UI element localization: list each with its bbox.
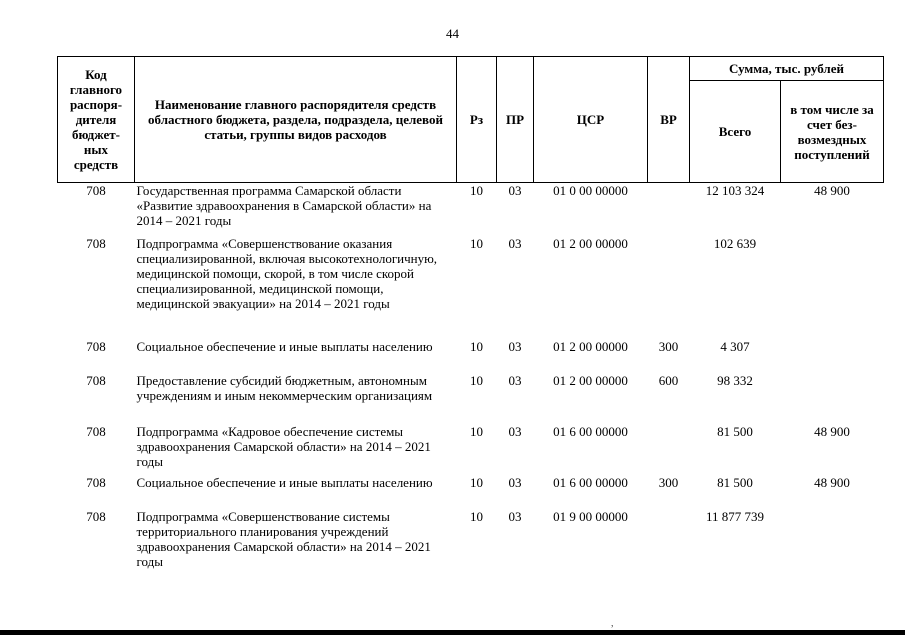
row-csr: 01 2 00 00000 xyxy=(553,372,628,388)
header-csr: ЦСР xyxy=(534,57,648,183)
table-row xyxy=(58,339,884,373)
row-rz: 10 xyxy=(470,474,483,490)
header-code: Код главного распоря- дителя бюджет- ных средств xyxy=(58,57,135,183)
row-total: 81 500 xyxy=(717,474,753,490)
row-pr: 03 xyxy=(508,235,522,251)
row-total: 98 332 xyxy=(717,372,753,388)
row-rz: 10 xyxy=(470,423,483,439)
row-vr: 300 xyxy=(658,338,679,354)
row-pr: 03 xyxy=(508,474,522,490)
row-name: Подпрограмма «Совершенствование системы территориального планирования учреждений здравоохранения Самарской области» на 2014 – 2021 годы xyxy=(136,508,431,569)
row-name: Подпрограмма «Кадровое обеспечение системы здравоохранения Самарской области» на 2014 – 2021 годы xyxy=(136,423,431,469)
table-row xyxy=(58,424,884,475)
row-name: Социальное обеспечение и иные выплаты населению xyxy=(136,474,433,490)
table-row xyxy=(58,373,884,424)
row-csr: 01 2 00 00000 xyxy=(553,235,628,251)
table-row xyxy=(58,236,884,339)
row-pr: 03 xyxy=(508,508,522,524)
header-pr: ПР xyxy=(497,57,534,183)
row-free xyxy=(781,236,884,339)
header-name: Наименование главного распорядителя средств областного бюджета, раздела, подраздела, целевой статьи, группы видов расходов xyxy=(135,57,457,183)
table-row xyxy=(58,183,884,236)
budget-table xyxy=(57,56,884,577)
row-rz: 10 xyxy=(470,372,483,388)
row-free: 48 900 xyxy=(814,423,850,439)
row-rz: 10 xyxy=(470,508,483,524)
row-code: 708 xyxy=(86,508,106,524)
row-free xyxy=(781,373,884,424)
header-row-top xyxy=(58,57,884,81)
row-csr: 01 6 00 00000 xyxy=(553,423,628,439)
row-total: 11 877 739 xyxy=(705,508,765,524)
row-rz: 10 xyxy=(470,183,483,198)
row-csr: 01 2 00 00000 xyxy=(553,338,628,354)
header-vr: ВР xyxy=(648,57,690,183)
row-vr xyxy=(648,424,690,475)
row-vr xyxy=(648,509,690,577)
row-csr: 01 9 00 00000 xyxy=(553,508,628,524)
row-rz: 10 xyxy=(470,338,483,354)
row-pr: 03 xyxy=(508,338,522,354)
row-free: 48 900 xyxy=(814,474,850,490)
row-code: 708 xyxy=(86,235,106,251)
row-code: 708 xyxy=(86,372,106,388)
row-total: 4 307 xyxy=(720,338,750,354)
row-code: 708 xyxy=(86,183,106,198)
table-row xyxy=(58,475,884,509)
row-total: 12 103 324 xyxy=(705,183,765,198)
row-code: 708 xyxy=(86,423,106,439)
row-name: Государственная программа Самарской области «Развитие здравоохранения в Самарской области» на 2014 – 2021 годы xyxy=(136,183,432,228)
scan-mark: , xyxy=(611,618,614,629)
row-vr: 300 xyxy=(658,474,679,490)
header-rz: Рз xyxy=(457,57,497,183)
row-vr xyxy=(648,236,690,339)
row-free xyxy=(781,339,884,373)
page-number: 44 xyxy=(446,26,459,41)
row-code: 708 xyxy=(86,474,106,490)
row-code: 708 xyxy=(86,338,106,354)
row-free: 48 900 xyxy=(814,183,850,198)
row-total: 102 639 xyxy=(713,235,757,251)
row-vr xyxy=(648,183,690,236)
row-vr: 600 xyxy=(658,372,679,388)
header-sum: Сумма, тыс. рублей xyxy=(690,57,884,81)
row-pr: 03 xyxy=(508,372,522,388)
header-total: Всего xyxy=(690,81,781,183)
row-pr: 03 xyxy=(508,183,522,198)
row-name: Предоставление субсидий бюджетным, автономным учреждениям и иным некоммерческим организациям xyxy=(136,372,433,403)
row-pr: 03 xyxy=(508,423,522,439)
row-rz: 10 xyxy=(470,235,483,251)
header-free: в том числе за счет без- возмездных поступлений xyxy=(781,81,884,183)
row-total: 81 500 xyxy=(717,423,753,439)
bottom-border xyxy=(0,630,905,635)
table-row xyxy=(58,509,884,577)
row-name: Подпрограмма «Совершенствование оказания специализированной, включая высокотехнологичную, медицинской помощи, скорой, в том числе скорой специализированной, медицинской помощи, медицинской эвакуации» на 2014 – 2021 годы xyxy=(136,235,438,311)
row-csr: 01 6 00 00000 xyxy=(553,474,628,490)
row-name: Социальное обеспечение и иные выплаты населению xyxy=(136,338,433,354)
row-csr: 01 0 00 00000 xyxy=(553,183,628,198)
row-free xyxy=(781,509,884,577)
